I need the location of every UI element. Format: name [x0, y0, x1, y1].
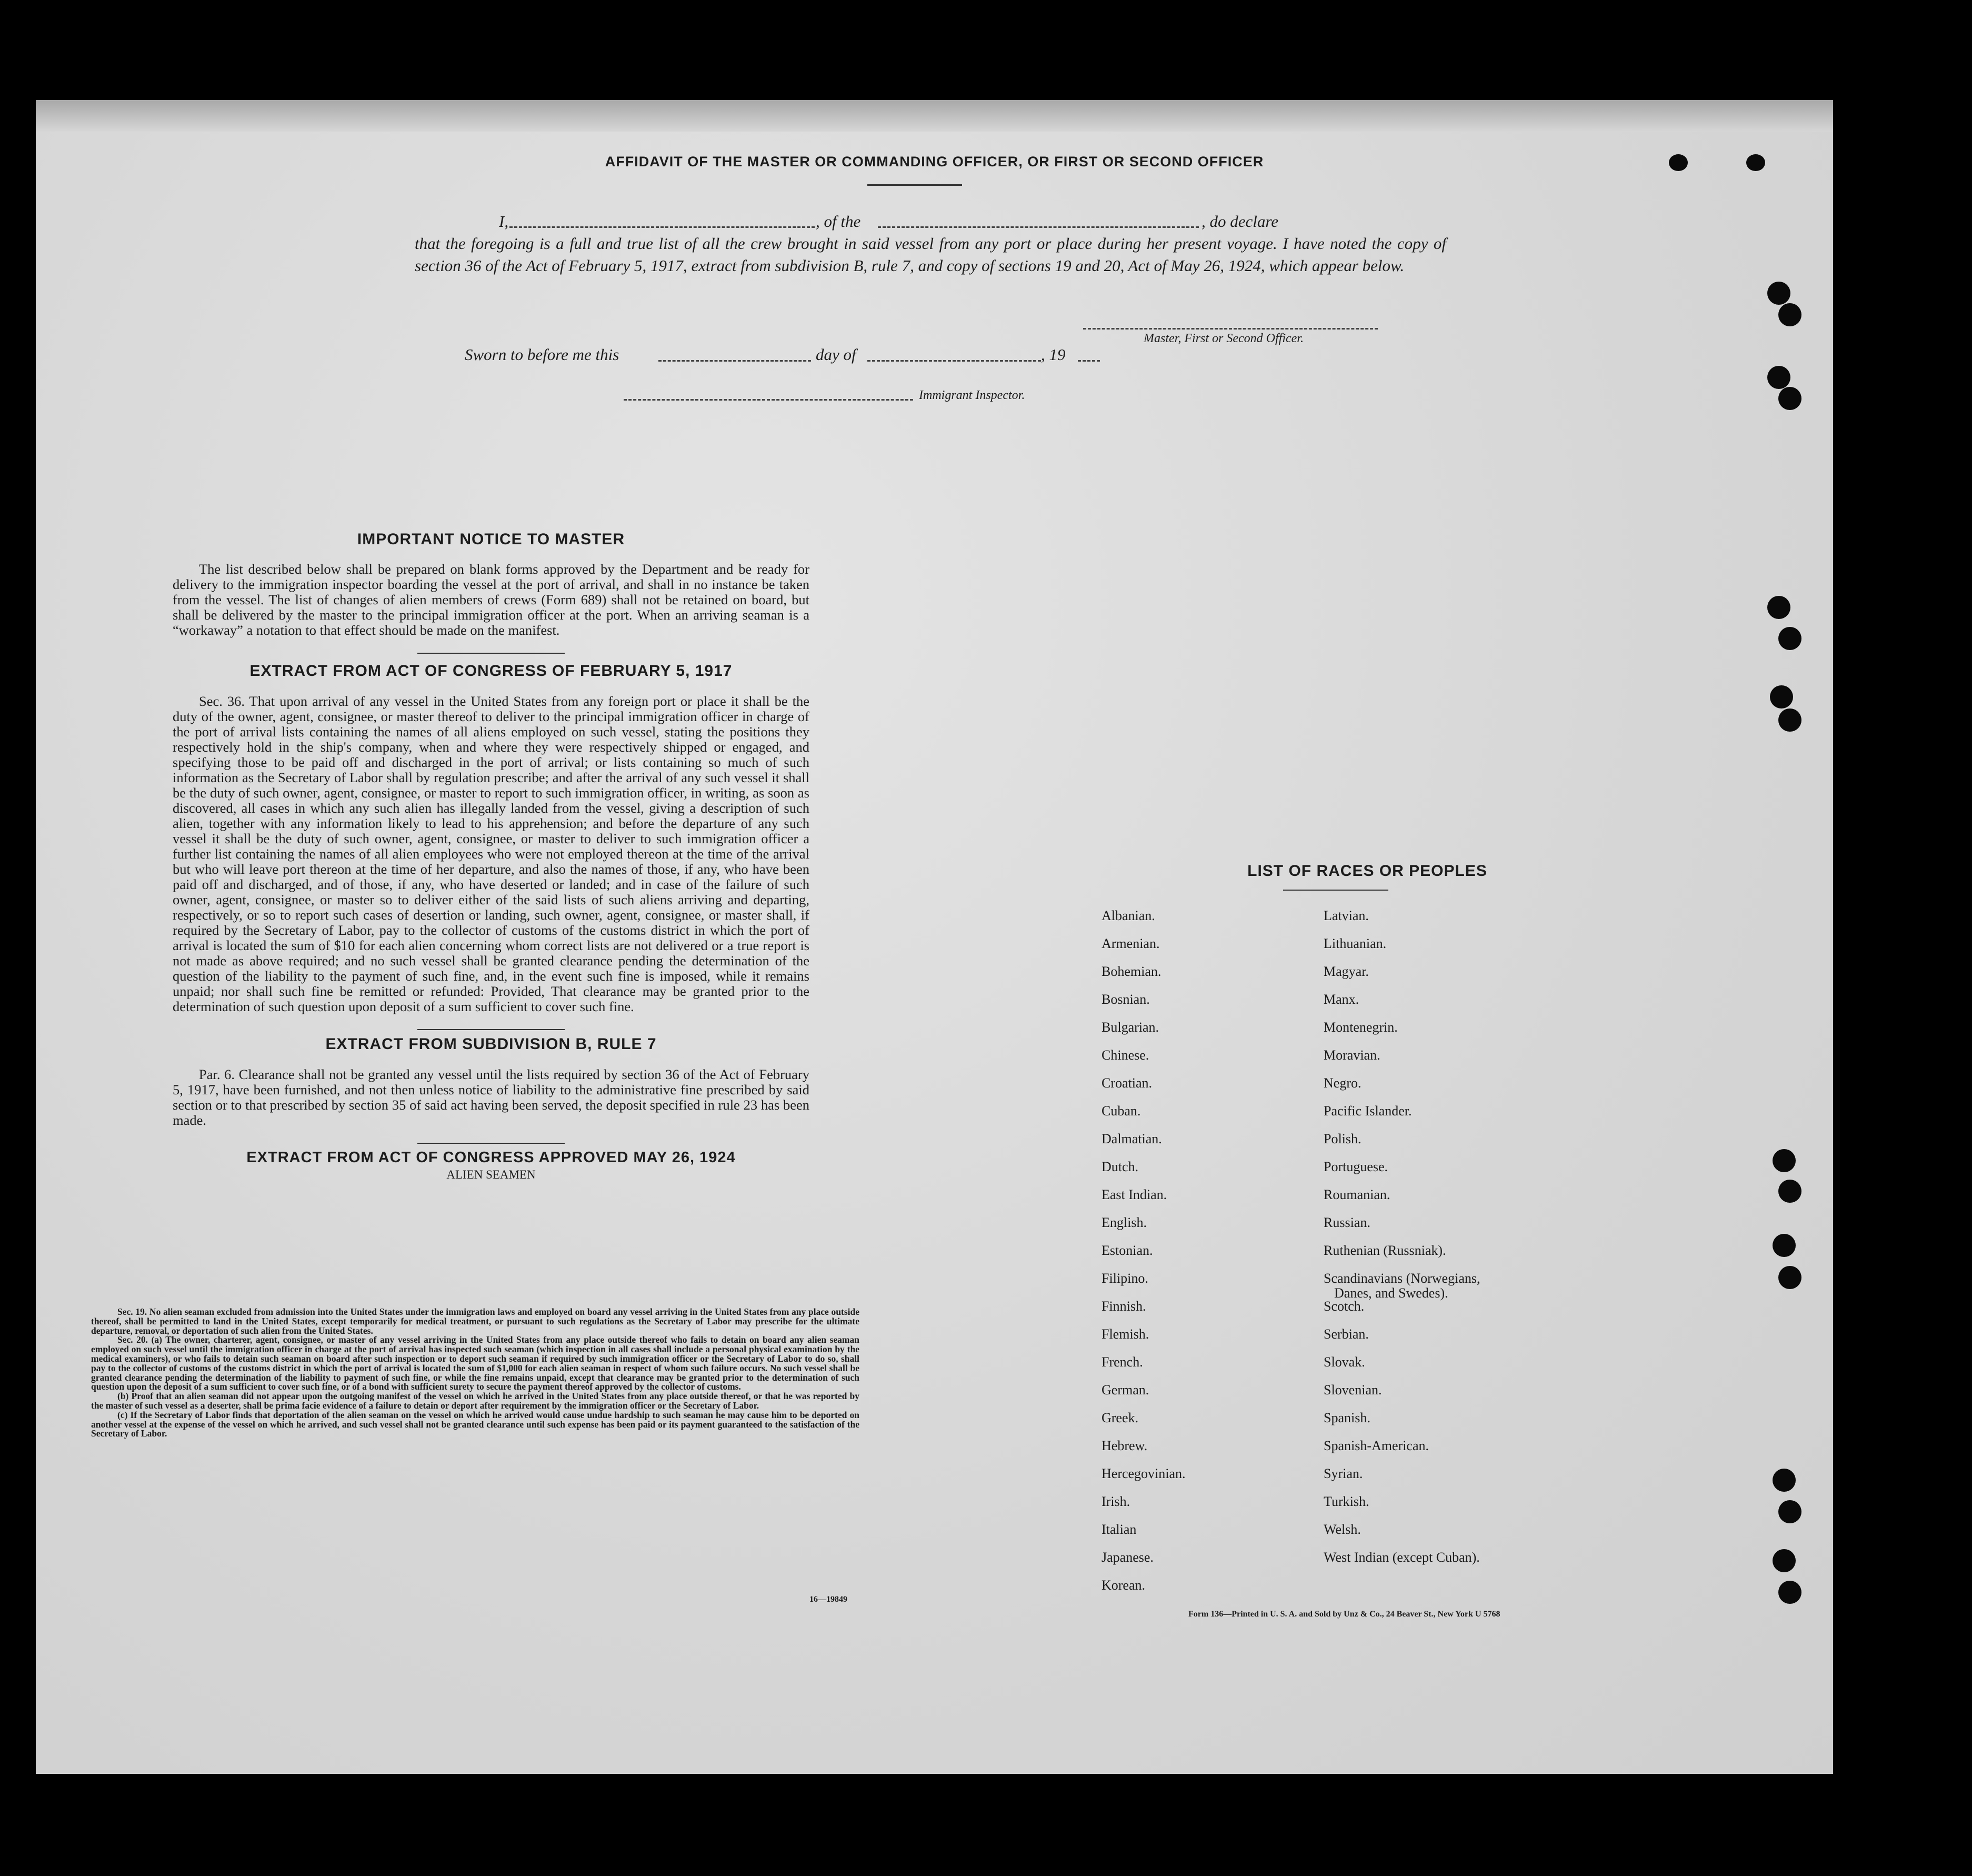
- race-item: Bosnian.: [1102, 992, 1150, 1007]
- race-item: Bulgarian.: [1102, 1020, 1159, 1035]
- divider: [417, 1029, 565, 1030]
- declaration-text: that the foregoing is a full and true list of all the crew brought in said vessel from any port or place during her present voyage. I have noted the copy of section 36 of the Act of February 5, 1917, extract from subdivision B, rule 7, and copy of sections 19 and 20, Act of May 26, 1924, which appear below.: [415, 234, 1446, 275]
- race-item: Armenian.: [1102, 936, 1160, 951]
- races-divider: [1283, 890, 1388, 891]
- race-item: Turkish.: [1324, 1494, 1369, 1509]
- of-the-label: , of the: [816, 212, 861, 231]
- punch-hole: [1778, 303, 1801, 326]
- notice-title: IMPORTANT NOTICE TO MASTER: [357, 531, 625, 548]
- punch-hole: [1773, 1549, 1796, 1572]
- race-item: Flemish.: [1102, 1326, 1149, 1342]
- i-label: I,: [499, 212, 509, 231]
- inspector-signature-blank[interactable]: [624, 399, 913, 401]
- punch-hole: [1767, 282, 1790, 305]
- name-blank[interactable]: [509, 226, 815, 228]
- important-notice: [173, 531, 809, 1182]
- race-item: Pacific Islander.: [1324, 1103, 1412, 1119]
- race-item: Serbian.: [1324, 1326, 1369, 1342]
- sworn-year-blank[interactable]: [1078, 360, 1100, 362]
- inspector-label: Immigrant Inspector.: [919, 388, 1025, 402]
- race-item: Roumanian.: [1324, 1187, 1390, 1202]
- punch-hole: [1767, 366, 1790, 389]
- punch-hole: [1669, 154, 1688, 171]
- extract-1917-title: EXTRACT FROM ACT OF CONGRESS OF FEBRUARY 5, 1917: [249, 662, 733, 680]
- race-item: West Indian (except Cuban).: [1324, 1550, 1480, 1565]
- race-item: Manx.: [1324, 992, 1359, 1007]
- extract-1924-title: EXTRACT FROM ACT OF CONGRESS APPROVED MAY 26, 1924: [246, 1149, 736, 1166]
- race-item: Slovenian.: [1324, 1382, 1382, 1398]
- race-item: Portuguese.: [1324, 1159, 1388, 1174]
- races-title: LIST OF RACES OR PEOPLES: [1247, 862, 1487, 880]
- sworn-label: Sworn to before me this: [465, 345, 619, 364]
- title-divider: [867, 184, 962, 186]
- do-declare-label: , do declare: [1202, 212, 1279, 231]
- race-item: Spanish.: [1324, 1410, 1370, 1425]
- race-item: Chinese.: [1102, 1047, 1149, 1063]
- race-item: Lithuanian.: [1324, 936, 1387, 951]
- punch-hole: [1778, 1180, 1801, 1203]
- race-item: Croatian.: [1102, 1075, 1153, 1091]
- notice-text: The list described below shall be prepared on blank forms approved by the Department and be ready for delivery to the immigration inspector boarding the vessel at the port of arrival, and shall in no instance be taken from the vessel. The list of changes of alien members of crews (Form 689) shall not be retained on board, but shall be delivered by the master to the principal immigration officer at the port. When an arriving seaman is a “workaway” a notation to that effect should be made on the manifest.: [173, 561, 809, 638]
- race-item: Polish.: [1324, 1131, 1362, 1146]
- punch-hole: [1778, 1581, 1801, 1604]
- page-top-shadow: [36, 100, 1833, 132]
- vessel-blank[interactable]: [878, 226, 1199, 228]
- race-item: German.: [1102, 1382, 1149, 1398]
- form-footer: Form 136—Printed in U. S. A. and Sold by Unz & Co., 24 Beaver St., New York U 5768: [1188, 1610, 1500, 1619]
- race-item: Korean.: [1102, 1578, 1146, 1593]
- punch-hole: [1778, 1500, 1801, 1523]
- race-item: Slovak.: [1324, 1354, 1365, 1370]
- divider: [417, 653, 565, 654]
- race-item: Irish.: [1102, 1494, 1130, 1509]
- race-item: Ruthenian (Russniak).: [1324, 1243, 1446, 1258]
- race-item: Finnish.: [1102, 1299, 1146, 1314]
- race-item: Japanese.: [1102, 1550, 1154, 1565]
- race-item: Latvian.: [1324, 908, 1369, 923]
- race-item: Spanish-American.: [1324, 1438, 1429, 1453]
- divider: [417, 1143, 565, 1144]
- punch-hole: [1773, 1469, 1796, 1492]
- day-of-label: day of: [816, 345, 856, 364]
- race-item: Greek.: [1102, 1410, 1139, 1425]
- race-item: Filipino.: [1102, 1271, 1148, 1286]
- race-item: Syrian.: [1324, 1466, 1363, 1481]
- punch-hole: [1773, 1149, 1796, 1172]
- race-item: East Indian.: [1102, 1187, 1167, 1202]
- extract-1924-subtitle: ALIEN SEAMEN: [446, 1168, 536, 1181]
- punch-hole: [1773, 1234, 1796, 1257]
- race-item: Dalmatian.: [1102, 1131, 1162, 1146]
- punch-hole: [1778, 387, 1801, 410]
- race-item: Welsh.: [1324, 1522, 1361, 1537]
- sec19-text: Sec. 19. No alien seaman excluded from admission into the United States under the immigration laws and employed on board any vessel arriving in the United States from any place outside thereof, shall be permitted to land in the United States, except temporarily for medical treatment, or pursuant to such regulations as the Secretary of Labor may prescribe for the ultimate departure, removal, or deportation of such alien from the United States.: [91, 1306, 859, 1336]
- affidavit-title: AFFIDAVIT OF THE MASTER OR COMMANDING OFFICER, OR FIRST OR SECOND OFFICER: [605, 154, 1264, 169]
- year-label: , 19: [1041, 345, 1066, 364]
- race-item: Magyar.: [1324, 964, 1369, 979]
- race-item: Dutch.: [1102, 1159, 1139, 1174]
- race-item: Bohemian.: [1102, 964, 1162, 979]
- race-item: Cuban.: [1102, 1103, 1141, 1119]
- rule7-title: EXTRACT FROM SUBDIVISION B, RULE 7: [325, 1035, 657, 1053]
- race-item: Italian: [1102, 1522, 1137, 1537]
- race-item: Scandinavians (Norwegians,: [1324, 1271, 1480, 1286]
- race-item: Hebrew.: [1102, 1438, 1148, 1453]
- sec20a-text: Sec. 20. (a) The owner, charterer, agent, consignee, or master of any vessel arriving in the United States from any place outside thereof who fails to detain on board any alien seaman employed on such vessel until the immigration officer in charge at the port of arrival has inspected such seaman (which inspection in all cases shall include a personal physical examination by the medical examiners), or who fails to detain such seaman on board after such inspection or to deport such seaman if required by such immigration officer or the Secretary of Labor to do so, shall pay to the collector of customs of the customs district in which the port of arrival is located the sum of $1,000 for each alien seaman in respect of whom such failure occurs. No such vessel shall be granted clearance pending the determination of the liability to payment of such fine, or while the fine remains unpaid, except that clearance may be granted prior to the determination of such question upon the deposit of a sum sufficient to cover such fine, or of a bond with sufficient surety to secure the payment thereof approved by the collector of customs.: [91, 1334, 859, 1392]
- race-item: Russian.: [1324, 1215, 1370, 1230]
- race-item: Moravian.: [1324, 1047, 1380, 1063]
- punch-hole: [1746, 154, 1765, 171]
- officer-signature-blank[interactable]: [1083, 328, 1378, 330]
- rule7-text: Par. 6. Clearance shall not be granted any vessel until the lists required by section 36 of the Act of February 5, 1917, have been furnished, and not then unless notice of liability to the administrative fine prescribed by said section or to that prescribed by section 35 of said act having been served, the deposit specified in rule 23 has been made.: [173, 1066, 809, 1128]
- sworn-day-blank[interactable]: [658, 360, 811, 362]
- punch-hole: [1770, 685, 1793, 709]
- declaration-fill-row: [415, 211, 1446, 233]
- race-item: English.: [1102, 1215, 1147, 1230]
- document-page: [36, 100, 1833, 1774]
- race-item: Montenegrin.: [1324, 1020, 1398, 1035]
- punch-hole: [1778, 627, 1801, 650]
- sworn-month-blank[interactable]: [867, 360, 1041, 362]
- extract-1917-text: Sec. 36. That upon arrival of any vessel in the United States from any foreign port or place it shall be the duty of the owner, agent, consignee, or master thereof to deliver to the principal immigration officer in charge of the port of arrival lists containing the names of all aliens employed on such vessel, stating the positions they respectively hold in the ship's company, when and where they were respectively shipped or engaged, and specifying those to be paid off and discharged in the port of arrival; or lists containing so much of such information as the Secretary of Labor shall by regulation prescribe; and after the arrival of any such vessel it shall be the duty of such owner, agent, consignee, or master to report to such immigration officer, in writing, as soon as discovered, all cases in which any such alien has illegally landed from the vessel, giving a description of such alien, together with any information likely to lead to his apprehension; and before the departure of any such vessel it shall be the duty of such owner, agent, consignee, or master to deliver to such immigration officer a further list containing the names of all alien employees who were not employed thereon at the time of the arrival but who will leave port thereon at the time of her departure, and also the names of those, if any, who have been paid off and discharged, and of those, if any, who have deserted or landed; and in case of the failure of such owner, agent, consignee, or master so to deliver either of the said lists of such aliens arriving and departing, respectively, or so to report such cases of desertion or landing, such owner, agent, consignee, or master shall, if required by the Secretary of Labor, pay to the collector of customs of the customs district in which the port of arrival is located the sum of $10 for each alien concerning whom correct lists are not delivered or a true report is not made as above required; and no such vessel shall be granted clearance pending the determination of the question of the liability to the payment of such fine, and, in the event such fine is imposed, while it remains unpaid; nor shall such fine be remitted or refunded: Provided, That clearance may be granted prior to the determination of such question upon deposit of a sum sufficient to cover such fine.: [173, 693, 809, 1014]
- punch-hole: [1778, 709, 1801, 732]
- punch-hole: [1767, 596, 1790, 619]
- sec20c-text: (c) If the Secretary of Labor finds that deportation of the alien seaman on the vessel on which he arrived would cause undue hardship to such seaman he may cause him to be deported on another vessel at the expense of the vessel on which he arrived, and such vessel shall not be granted clearance until such expense has been paid or its payment guaranteed to the satisfaction of the Secretary of Labor.: [91, 1409, 859, 1439]
- race-item: Estonian.: [1102, 1243, 1153, 1258]
- officer-signature-label: Master, First or Second Officer.: [1144, 332, 1304, 345]
- affidavit-declaration: [415, 211, 1446, 277]
- race-item: Hercegovinian.: [1102, 1466, 1186, 1481]
- race-item: Albanian.: [1102, 908, 1155, 923]
- race-item: French.: [1102, 1354, 1143, 1370]
- race-item: Scotch.: [1324, 1299, 1365, 1314]
- sec20b-text: (b) Proof that an alien seaman did not appear upon the outgoing manifest of the vessel on which he arrived in the United States from any place outside thereof, or that he was reported by the master of such vessel as a deserter, shall be prima facie evidence of a failure to detain or deport after requirement by the immigration officer or the Secretary of Labor.: [91, 1391, 859, 1411]
- race-item: Danes, and Swedes).: [1334, 1285, 1448, 1301]
- punch-hole: [1778, 1266, 1801, 1289]
- extract-1924-body: [91, 1308, 859, 1439]
- race-item: Negro.: [1324, 1075, 1362, 1091]
- form-number: 16—19849: [809, 1595, 847, 1604]
